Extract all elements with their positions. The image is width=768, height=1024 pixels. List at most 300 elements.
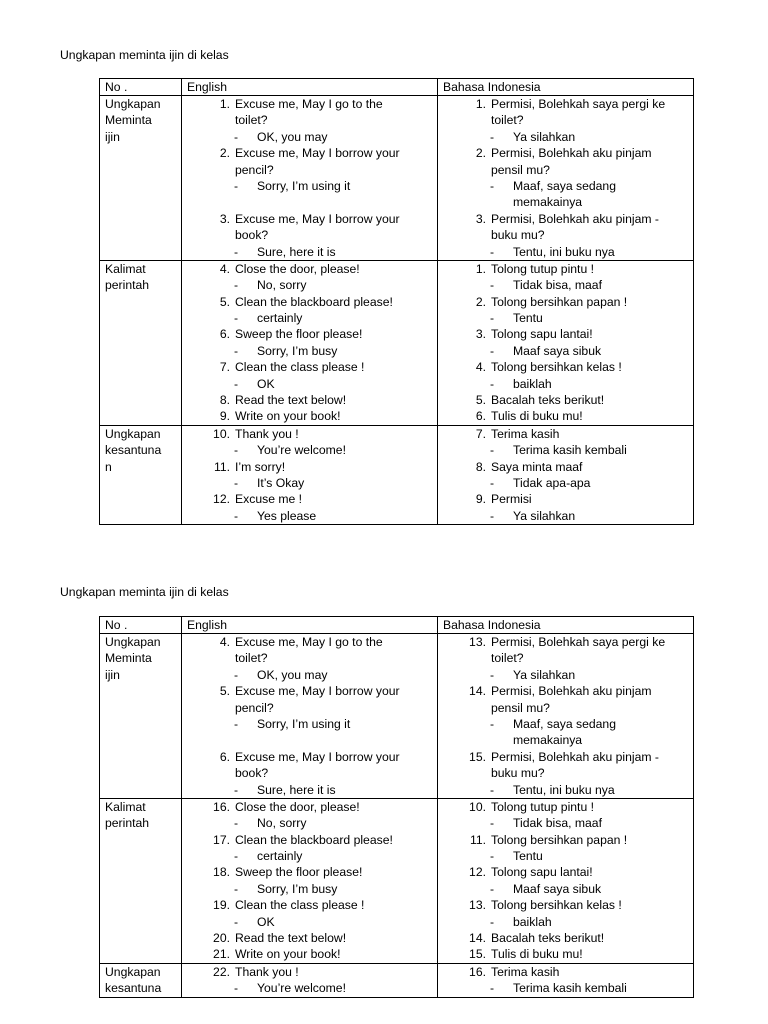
item-number: 2.	[219, 146, 230, 161]
item-number: 5.	[219, 294, 230, 309]
item-number: 9.	[475, 492, 486, 507]
bullet-dash: -	[490, 849, 495, 864]
item-text: Tolong bersihkan papan !	[491, 294, 628, 309]
item-text: Clean the class please !	[235, 360, 365, 375]
section-label-line: Ungkapan	[105, 426, 161, 441]
item-number: 6.	[219, 749, 230, 764]
bullet-dash: -	[234, 475, 239, 490]
indonesian-cell	[438, 634, 694, 799]
bullet-dash: -	[234, 881, 239, 896]
item-text: Clean the blackboard please!	[235, 832, 393, 847]
numbered-item	[443, 294, 693, 310]
bullet-dash: -	[490, 129, 495, 144]
item-number: 3.	[219, 211, 230, 226]
item-number: 8.	[475, 459, 486, 474]
bullet-dash: -	[234, 816, 239, 831]
response-item	[187, 129, 437, 145]
numbered-item	[187, 897, 437, 913]
item-continuation	[443, 765, 693, 781]
numbered-item	[187, 832, 437, 848]
english-cell	[182, 425, 438, 524]
section-label-line: perintah	[105, 816, 150, 831]
response-text: Ya silahkan	[513, 508, 576, 523]
section-label-line: ijin	[105, 129, 120, 144]
item-number: 12.	[469, 865, 486, 880]
item-number: 16.	[469, 964, 486, 979]
item-number: 9.	[219, 409, 230, 424]
item-text: Excuse me, May I go to the	[235, 635, 383, 649]
table-header-row	[100, 617, 694, 634]
response-text: baiklah	[513, 376, 552, 391]
section-label-cell	[100, 634, 182, 799]
response-text: Tentu, ini buku nya	[513, 782, 615, 797]
header-bahasa-indonesia: Bahasa Indonesia	[438, 79, 694, 96]
response-item	[443, 914, 693, 930]
bullet-dash: -	[234, 343, 239, 358]
numbered-item	[187, 294, 437, 310]
numbered-item	[187, 408, 437, 424]
item-text: I’m sorry!	[235, 459, 286, 474]
response-item	[187, 815, 437, 831]
item-number: 22.	[213, 964, 230, 979]
numbered-item	[443, 96, 693, 112]
bullet-dash: -	[490, 981, 495, 996]
response-text: OK, you may	[257, 129, 328, 144]
numbered-item	[443, 359, 693, 375]
section-label-line: Kalimat	[105, 261, 146, 276]
item-text: Bacalah teks berikut!	[491, 393, 605, 408]
item-text: toilet?	[235, 113, 268, 128]
indonesian-cell	[438, 96, 694, 261]
bullet-dash: -	[234, 244, 239, 259]
numbered-item	[443, 964, 693, 980]
item-number: 11.	[213, 459, 230, 474]
item-text: pensil mu?	[491, 162, 550, 177]
item-text: Terima kasih	[491, 964, 560, 979]
item-text: Permisi, Bolehkah aku pinjam -	[491, 211, 659, 226]
bullet-dash: -	[234, 129, 239, 144]
response-text: Sure, here it is	[257, 244, 336, 259]
response-item	[187, 376, 437, 392]
response-item	[187, 848, 437, 864]
table-section-row	[100, 634, 694, 799]
table-header-row	[100, 79, 694, 96]
item-number: 4.	[219, 261, 230, 276]
response-text: Tidak bisa, maaf	[513, 278, 602, 293]
response-text: Yes please	[257, 508, 317, 523]
item-text: Close the door, please!	[235, 261, 360, 276]
item-number: 2.	[475, 294, 486, 309]
response-item	[443, 815, 693, 831]
response-text: Sorry, I’m busy	[257, 881, 338, 896]
item-continuation	[187, 700, 437, 716]
bullet-dash: -	[490, 278, 495, 293]
section-label-line: ijin	[105, 667, 120, 682]
item-text: Permisi, Bolehkah aku pinjam -	[491, 749, 659, 764]
item-number: 2.	[475, 146, 486, 161]
item-number: 6.	[475, 409, 486, 424]
numbered-item	[443, 832, 693, 848]
section-label-line: Kalimat	[105, 799, 146, 814]
item-text: toilet?	[491, 113, 524, 128]
item-number: 18.	[213, 865, 230, 880]
section-label-line: Meminta	[105, 651, 152, 666]
english-cell	[182, 798, 438, 963]
response-item	[187, 442, 437, 458]
bullet-dash: -	[490, 816, 495, 831]
item-text: buku mu?	[491, 766, 545, 781]
response-text: Sorry, I’m using it	[257, 178, 351, 193]
response-text: Maaf saya sibuk	[513, 343, 602, 358]
response-text: Sorry, I’m using it	[257, 716, 351, 731]
numbered-item	[187, 799, 437, 815]
numbered-item	[443, 426, 693, 442]
response-text: baiklah	[513, 914, 552, 929]
item-number: 21.	[213, 947, 230, 962]
numbered-item	[443, 326, 693, 342]
response-item	[187, 277, 437, 293]
header-english: English	[182, 617, 438, 634]
numbered-item	[443, 211, 693, 227]
item-number: 4.	[475, 360, 486, 375]
indonesian-cell	[438, 425, 694, 524]
numbered-item	[443, 145, 693, 161]
bullet-dash: -	[490, 244, 495, 259]
bullet-dash: -	[234, 914, 239, 929]
numbered-item	[187, 964, 437, 980]
item-text: Permisi, Bolehkah saya pergi ke	[491, 635, 666, 649]
response-text: Maaf, saya sedang	[513, 716, 616, 731]
item-number: 13.	[469, 635, 486, 649]
response-item	[443, 980, 693, 996]
english-cell	[182, 260, 438, 425]
numbered-item	[187, 634, 437, 650]
response-item	[443, 310, 693, 326]
bullet-dash: -	[490, 881, 495, 896]
item-continuation	[187, 162, 437, 178]
section-label-cell	[100, 96, 182, 261]
section-label-line: n	[105, 459, 112, 474]
numbered-item	[443, 408, 693, 424]
item-continuation	[443, 227, 693, 243]
table-section-row	[100, 96, 694, 261]
english-cell	[182, 634, 438, 799]
response-text: Ya silahkan	[513, 667, 576, 682]
item-text: Thank you !	[235, 426, 299, 441]
header-bahasa-indonesia: Bahasa Indonesia	[438, 617, 694, 634]
item-text: Excuse me, May I borrow your	[235, 211, 400, 226]
bullet-dash: -	[234, 508, 239, 523]
numbered-item	[187, 683, 437, 699]
response-item	[443, 848, 693, 864]
item-number: 13.	[469, 898, 486, 913]
response-text: Sure, here it is	[257, 782, 336, 797]
section-label-cell	[100, 260, 182, 425]
response-text: You’re welcome!	[257, 981, 346, 996]
response-item	[443, 277, 693, 293]
response-text: memakainya	[513, 733, 583, 748]
response-item	[187, 310, 437, 326]
item-text: Permisi, Bolehkah aku pinjam	[491, 146, 652, 161]
item-text: pensil mu?	[491, 700, 550, 715]
item-number: 4.	[219, 635, 230, 649]
item-number: 3.	[475, 327, 486, 342]
bullet-dash: -	[234, 278, 239, 293]
item-number: 3.	[475, 211, 486, 226]
numbered-item	[187, 145, 437, 161]
item-text: Read the text below!	[235, 393, 347, 408]
bullet-dash: -	[490, 376, 495, 391]
item-text: Excuse me !	[235, 492, 303, 507]
response-item	[443, 178, 693, 194]
response-item	[443, 343, 693, 359]
response-text: It’s Okay	[257, 475, 305, 490]
section-label-line: Ungkapan	[105, 635, 161, 649]
response-item	[187, 914, 437, 930]
numbered-item	[187, 864, 437, 880]
response-text: Tentu	[513, 849, 543, 864]
phrase-table-1	[99, 78, 694, 525]
numbered-item	[187, 96, 437, 112]
response-item	[443, 129, 693, 145]
response-item	[187, 475, 437, 491]
response-text: Tentu	[513, 311, 543, 326]
blank-line	[187, 194, 437, 210]
numbered-item	[443, 930, 693, 946]
numbered-item	[187, 392, 437, 408]
item-continuation	[187, 765, 437, 781]
item-number: 14.	[469, 684, 486, 699]
numbered-item	[443, 634, 693, 650]
bullet-dash: -	[490, 343, 495, 358]
numbered-item	[187, 326, 437, 342]
numbered-item	[443, 946, 693, 962]
response-text: Sorry, I’m busy	[257, 343, 338, 358]
indonesian-cell	[438, 963, 694, 997]
response-item	[187, 508, 437, 524]
item-number: 11.	[469, 832, 486, 847]
response-item	[187, 244, 437, 260]
document-heading-2: Ungkapan meminta ijin di kelas	[60, 585, 229, 599]
bullet-dash: -	[234, 667, 239, 682]
item-continuation	[443, 650, 693, 666]
table-section-row	[100, 798, 694, 963]
response-item	[443, 376, 693, 392]
item-text: Permisi, Bolehkah saya pergi ke	[491, 97, 666, 111]
bullet-dash: -	[234, 782, 239, 797]
item-number: 16.	[213, 799, 230, 814]
item-text: Tolong sapu lantai!	[491, 327, 593, 342]
header-no: No .	[100, 617, 182, 634]
indonesian-cell	[438, 260, 694, 425]
item-text: Excuse me, May I borrow your	[235, 749, 400, 764]
section-label-line: Ungkapan	[105, 964, 161, 979]
response-text: Maaf saya sibuk	[513, 881, 602, 896]
response-text: Terima kasih kembali	[513, 443, 627, 458]
item-text: Tolong bersihkan kelas !	[491, 360, 622, 375]
item-continuation	[187, 112, 437, 128]
response-item	[187, 980, 437, 996]
item-number: 7.	[475, 426, 486, 441]
bullet-dash: -	[234, 849, 239, 864]
bullet-dash: -	[490, 508, 495, 523]
response-text: Ya silahkan	[513, 129, 576, 144]
response-item	[187, 881, 437, 897]
item-text: Tolong tutup pintu !	[491, 261, 594, 276]
item-text: pencil?	[235, 162, 274, 177]
response-text: OK, you may	[257, 667, 328, 682]
section-label-cell	[100, 963, 182, 997]
item-text: Terima kasih	[491, 426, 560, 441]
numbered-item	[443, 799, 693, 815]
item-text: Clean the class please !	[235, 898, 365, 913]
item-text: Clean the blackboard please!	[235, 294, 393, 309]
item-text: Permisi	[491, 492, 532, 507]
response-item	[443, 442, 693, 458]
item-text: Sweep the floor please!	[235, 327, 363, 342]
item-text: Tolong bersihkan kelas !	[491, 898, 622, 913]
section-label-cell	[100, 798, 182, 963]
bullet-dash: -	[490, 782, 495, 797]
section-label-line: Ungkapan	[105, 97, 161, 111]
item-continuation	[187, 650, 437, 666]
numbered-item	[443, 683, 693, 699]
numbered-item	[187, 946, 437, 962]
item-number: 6.	[219, 327, 230, 342]
numbered-item	[187, 491, 437, 507]
numbered-item	[187, 359, 437, 375]
table-section-row	[100, 963, 694, 997]
header-no: No .	[100, 79, 182, 96]
indonesian-cell	[438, 798, 694, 963]
item-text: Excuse me, May I go to the	[235, 97, 383, 111]
item-text: Excuse me, May I borrow your	[235, 684, 400, 699]
item-number: 1.	[475, 261, 486, 276]
item-text: Excuse me, May I borrow your	[235, 146, 400, 161]
item-number: 8.	[219, 393, 230, 408]
response-continuation	[443, 732, 693, 748]
header-english: English	[182, 79, 438, 96]
numbered-item	[187, 261, 437, 277]
item-number: 1.	[475, 97, 486, 111]
item-text: Tolong bersihkan papan !	[491, 832, 628, 847]
response-item	[443, 881, 693, 897]
english-cell	[182, 96, 438, 261]
numbered-item	[187, 749, 437, 765]
response-item	[443, 667, 693, 683]
item-number: 10.	[469, 799, 486, 814]
bullet-dash: -	[490, 443, 495, 458]
item-text: Tulis di buku mu!	[491, 409, 583, 424]
item-number: 19.	[213, 898, 230, 913]
bullet-dash: -	[234, 716, 239, 731]
item-text: Bacalah teks berikut!	[491, 931, 605, 946]
item-text: Write on your book!	[235, 947, 341, 962]
response-text: certainly	[257, 311, 303, 326]
table-section-row	[100, 260, 694, 425]
response-text: memakainya	[513, 195, 583, 210]
bullet-dash: -	[234, 178, 239, 193]
item-text: Tolong sapu lantai!	[491, 865, 593, 880]
item-text: Saya minta maaf	[491, 459, 583, 474]
item-continuation	[443, 112, 693, 128]
numbered-item	[443, 491, 693, 507]
item-number: 15.	[469, 749, 486, 764]
numbered-item	[187, 930, 437, 946]
phrase-table-2	[99, 616, 694, 998]
item-text: Write on your book!	[235, 409, 341, 424]
numbered-item	[443, 392, 693, 408]
bullet-dash: -	[234, 443, 239, 458]
english-cell	[182, 963, 438, 997]
item-text: Permisi, Bolehkah aku pinjam	[491, 684, 652, 699]
response-text: Terima kasih kembali	[513, 981, 627, 996]
item-text: pencil?	[235, 700, 274, 715]
item-text: toilet?	[235, 651, 268, 666]
document-heading-1: Ungkapan meminta ijin di kelas	[60, 48, 229, 62]
response-item	[443, 508, 693, 524]
item-number: 20.	[213, 931, 230, 946]
section-label-line: perintah	[105, 278, 150, 293]
item-text: toilet?	[491, 651, 524, 666]
response-text: OK	[257, 376, 275, 391]
item-text: buku mu?	[491, 228, 545, 243]
response-item	[443, 244, 693, 260]
response-text: Tidak bisa, maaf	[513, 816, 602, 831]
bullet-dash: -	[490, 667, 495, 682]
item-continuation	[443, 162, 693, 178]
numbered-item	[443, 864, 693, 880]
response-continuation	[443, 194, 693, 210]
item-text: Tolong tutup pintu !	[491, 799, 594, 814]
bullet-dash: -	[490, 475, 495, 490]
item-number: 7.	[219, 360, 230, 375]
item-number: 1.	[219, 97, 230, 111]
item-number: 17.	[213, 832, 230, 847]
item-text: Sweep the floor please!	[235, 865, 363, 880]
item-continuation	[187, 227, 437, 243]
blank-line	[187, 732, 437, 748]
item-text: book?	[235, 766, 269, 781]
response-text: You’re welcome!	[257, 443, 346, 458]
response-item	[187, 667, 437, 683]
response-text: No, sorry	[257, 816, 307, 831]
numbered-item	[187, 426, 437, 442]
item-number: 14.	[469, 931, 486, 946]
section-label-cell	[100, 425, 182, 524]
numbered-item	[443, 749, 693, 765]
item-text: Tulis di buku mu!	[491, 947, 583, 962]
response-text: certainly	[257, 849, 303, 864]
numbered-item	[187, 211, 437, 227]
item-text: Close the door, please!	[235, 799, 360, 814]
item-number: 5.	[475, 393, 486, 408]
response-item	[443, 475, 693, 491]
bullet-dash: -	[234, 981, 239, 996]
bullet-dash: -	[234, 311, 239, 326]
response-text: OK	[257, 914, 275, 929]
bullet-dash: -	[490, 311, 495, 326]
response-item	[187, 716, 437, 732]
response-item	[187, 178, 437, 194]
response-text: Tentu, ini buku nya	[513, 244, 615, 259]
table-section-row	[100, 425, 694, 524]
numbered-item	[443, 459, 693, 475]
item-text: Read the text below!	[235, 931, 347, 946]
numbered-item	[187, 459, 437, 475]
response-text: Tidak apa-apa	[513, 475, 591, 490]
item-continuation	[443, 700, 693, 716]
